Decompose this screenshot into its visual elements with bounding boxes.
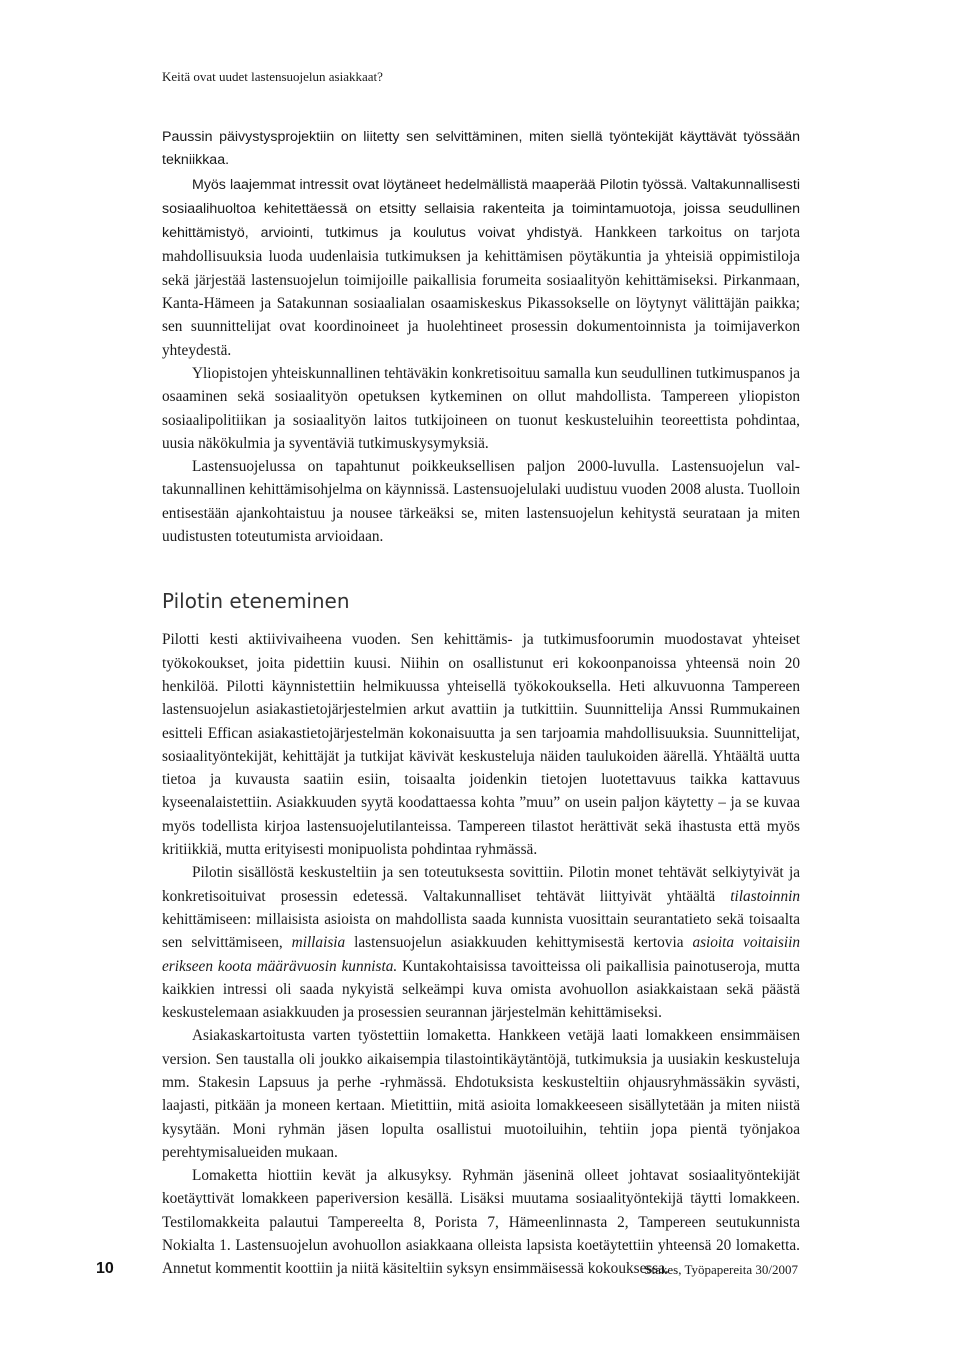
emphasis: asioita voitaisiin erikseen koota määrävuosin kunnista. (162, 934, 800, 975)
paragraph-part: lastensuojelun asiakkuuden kehittymisestä kertovia (345, 934, 693, 952)
paragraph (162, 861, 800, 1024)
publication-info: Stakes, Työpapereita 30/2007 (644, 1262, 798, 1277)
body-text (162, 126, 800, 1281)
paragraph-part: Myös laajemmat intressit ovat löytäneet hedelmällistä maaperää Pilotin työssä. Valtakunnallisesti sosiaalihuoltoa kehitettäessä on etsitty sellaisia rakenteita ja toimintamuotoja, joissa seudullinen kehittämistyö, arviointi, tutkimus ja koulutus voivat yhdistyä. (162, 176, 800, 242)
paragraph: Asiakaskartoitusta varten työstettiin lomaketta. Hankkeen vetäjä laati lomakkeen ensimmäisen version. Sen taustalla oli joukko aikaisempia tilastointikäytäntöjä, tutkimuksia ja uusiakin keskusteluja mm. Stakesin Lapsuus ja perhe -ryhmässä. Ehdotuksista keskusteltiin ohjausryhmässäkin syvästi, laajasti, pitkään ja moneen kertaan. Mietittiin, mitä asioita lomakkeeseen sisällytetään ja miten niistä kysytään. Moni ryhmän jäsen lopulta osallistui muotoiluihin, tehtiin jopa pientä työnjakoa perehtymisalueiden mukaan. (162, 1027, 800, 1161)
paragraph: Lastensuojelussa on tapahtunut poikkeuksellisen paljon 2000-luvulla. Lastensuojelun valtakunnallinen kehittämisohjelma on käynnissä. Lastensuojelulaki uudistuu vuoden 2008 alusta. Tuolloin entisestään ajankohtaistuu ja nousee tärkeäksi se, miten lastensuojelun kehitystä seurataan ja miten uudistusten toteutumista arvioidaan. (162, 458, 800, 546)
emphasis: millaisia (291, 934, 346, 952)
paragraph (162, 173, 800, 362)
paragraph-part: kehittämiseen: millaisista asioista on mahdollista saada kunnista vuosittain seurantatieto sekä toisaalta sen selvittämiseen, (162, 910, 800, 952)
emphasis: tilastoinnin (730, 887, 800, 905)
paragraph: Yliopistojen yhteiskunnallinen tehtäväkin konkretisoituu samalla kun seudullinen tutkimuspanos ja osaaminen sekä sosiaalityön opetuksen kytkeminen on ollut mahdollista. Tampereen yliopiston sosiaalipolitiikan ja sosiaalityön laitos tutkijoineen on tuonut keskusteluihin teoreettista pohdintaa, uusia näkökulmia ja syventäviä tutkimuskysymyksiä. (162, 364, 800, 452)
section-heading: Pilotin eteneminen (162, 589, 350, 614)
paragraph: Pilotti kesti aktiivivaiheena vuoden. Sen kehittämis- ja tutkimusfoorumin muodostavat yhteiset työkokoukset, joita pidettiin kuusi. Niihin on osallistunut eri kokoonpanoissa yhteensä noin 20 henkilöä. Pilotti käynnistettiin helmikuussa yhteisellä työkokouksella. Heti alkuvuonna Tampereen lastensuojelun asiakastietojärjestelmien arkut avattiin ja tutkittiin. Suunnittelija Anssi Rummukainen esitteli Effican asiakastietojärjestelmän kokonaisuutta ja sen tarjoamia mahdollisuuksia. Suunnittelijat, sosiaalityöntekijät, kehittäjät ja tutkijat kävivät keskusteluja näiden taulukoiden äärellä. Yhtäältä uutta tietoa ja kuvausta saatiin esiin, toisaalta joidenkin tietojen luotettavuus taikka kattavuus kyseenalaistettiin. Asiakkuuden syytä koodattaessa kohta ”muu” on usein paljon käytetty – ja se kuvaa myös todellista kirjoa lastensuojelutilanteissa. Tampereen tilastot herättivät sekä ihastusta että myös kritiikkiä, mutta erityisesti monipuolista pohdintaa ryhmässä. (162, 631, 800, 859)
page-number: 10 (96, 1260, 114, 1277)
paragraph-part: Pilotin sisällöstä keskusteltiin ja sen toteutuksesta sovittiin. Pilotin monet tehtävät selkiytyivät ja konkretisoituivat prosessin edetessä. Valtakunnalliset tehtävät liittyivät yhtäältä (162, 864, 800, 905)
paragraph: Lomaketta hiottiin kevät ja alkusyksy. Ryhmän jäseninä olleet johtavat sosiaalityöntekijät koetäyttivät lomakkeen paperiversion kesällä. Lisäksi muutama sosiaalityöntekijä täytti lomakkeen. Testilomakkeita palautui Tampereelta 8, Porista 7, Hämeenlinnasta 2, Tampereen seutukunnista Nokialta 1. Lastensuojelun avohuollon asiakkaana olleista lapsista koetäytettiin yhteensä 20 lomaketta. Annetut kommentit koottiin ja niitä käsiteltiin syksyn ensimmäisessä kokouksessa. (162, 1167, 800, 1278)
paragraph-part: Hankkeen tarkoitus on tarjota mahdollisuuksia luoda uudenlaisia tutkimuksen ja kehittämisen pöytäkuntia ja yhteisiä oppimistiloja sekä järjestää lastensuojelun toimijoille paikallisia forumeita sosiaalityön kehittämiseksi. Pirkanmaan, Kanta-Hämeen ja Satakunnan sosiaalialan osaamiskeskus Pikassokselle on löytynyt välittäjän paikka; sen suunnittelijat ovat koordinoineet ja huolehtineet prosessin dokumentoinnista ja toimijaverkon yhteydestä. (162, 224, 800, 359)
running-header: Keitä ovat uudet lastensuojelun asiakkaat? (162, 69, 383, 84)
paragraph-part: Kuntakohtaisissa tavoitteissa oli paikallisia painotuseroja, mutta kaikkien intressi oli saada nykyistä selkeämpi kuva omista avohuollon asiakkaistaan sekä päästä keskustelemaan asiakkuuden ja prosessien seurannan järjestelmän kehittämiseksi. (162, 957, 800, 1022)
paragraph: Paussin päivystysprojektiin on liitetty sen selvittäminen, miten siellä työntekijät käyttävät työssään tekniikkaa. (162, 129, 800, 169)
